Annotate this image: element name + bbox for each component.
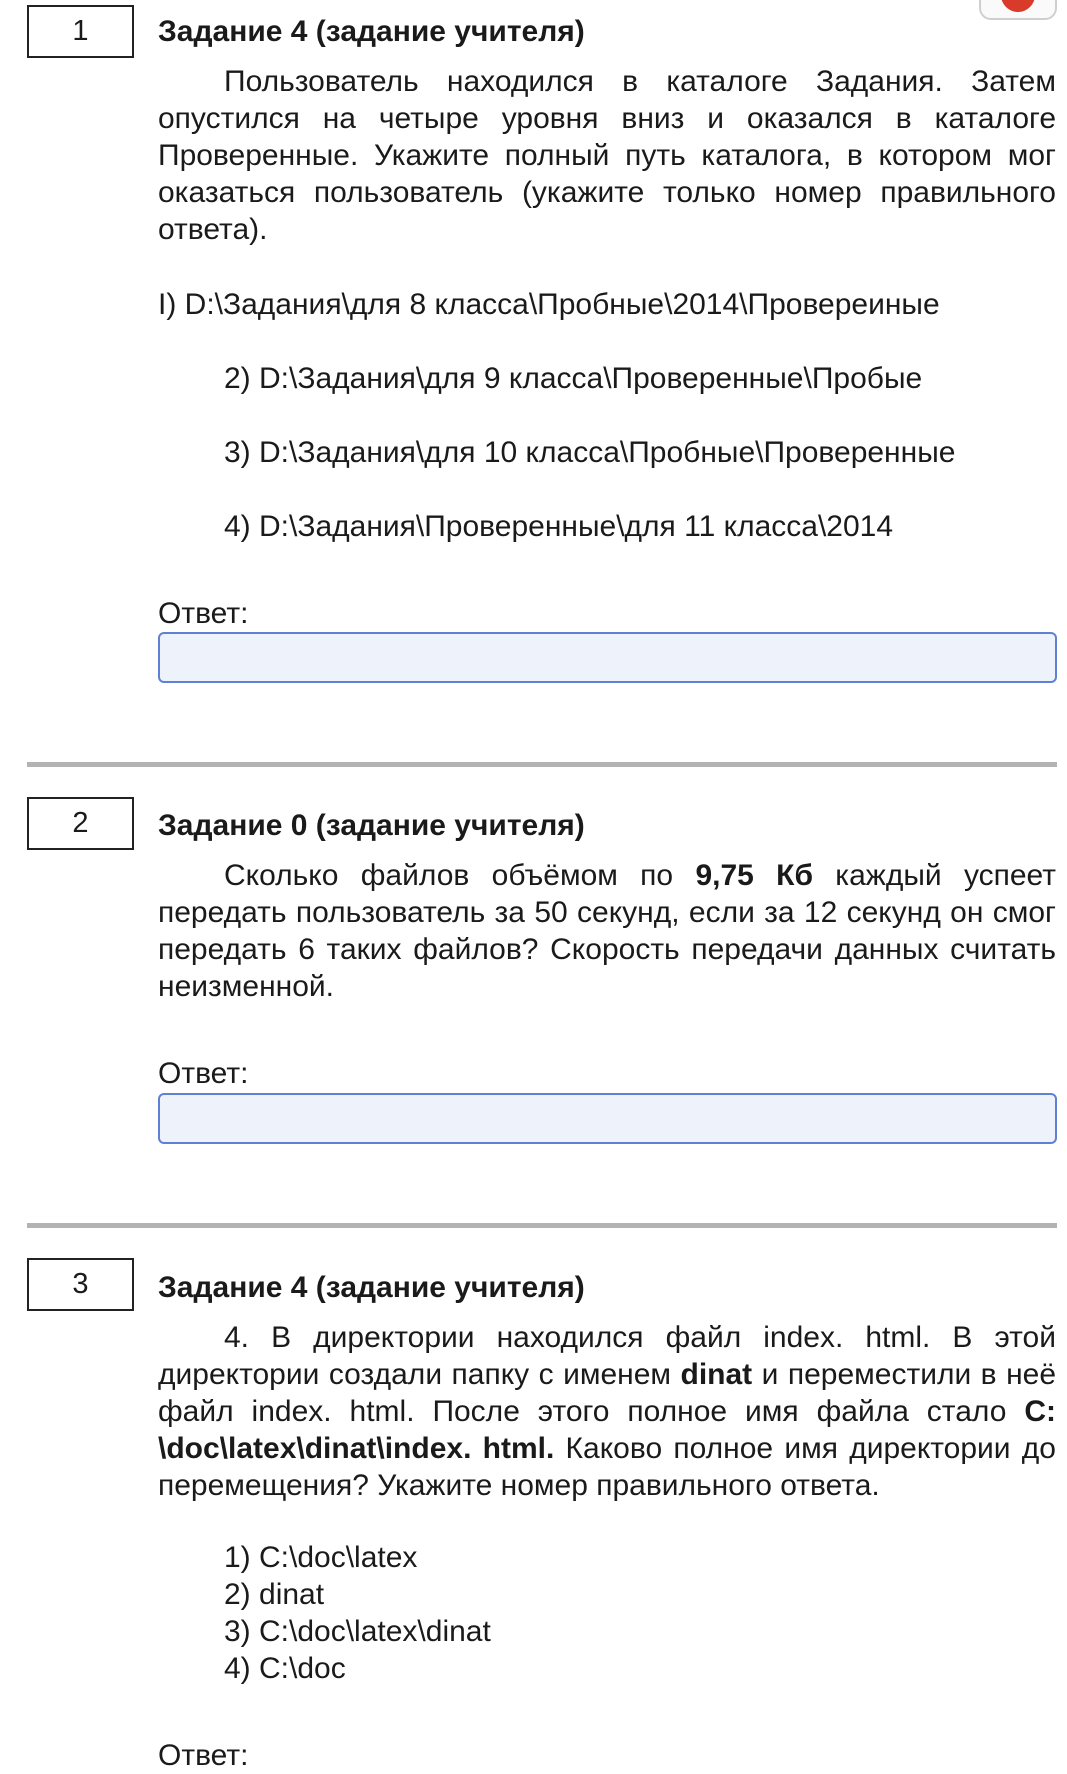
answer-input[interactable] [158,1093,1057,1144]
answer-input[interactable] [158,632,1057,683]
folder-name: dinat [680,1358,753,1391]
task-title: Задание 0 (задание учителя) [158,809,585,842]
task-text-part: каждый успеет передать пользователь за 50 секунд, если за 12 секунд он смог передать 6 таких файлов? Скорость передачи данных считать неизменной. [158,859,1056,1003]
option-1: I) D:\Задания\для 8 класса\Пробные\2014\Провереиные [158,288,940,321]
task-text-part: и переместили в неё файл index. html. После этого полное имя файла стало [158,1358,1057,1428]
app-icon[interactable] [979,0,1057,20]
option-3: 3) D:\Задания\для 10 класса\Пробные\Проверенные [224,436,956,469]
answer-label: Ответ: [158,597,249,630]
task-number: 3 [27,1258,134,1311]
task-text: Пользователь находился в каталоге Задания. Затем опустился на четыре уровня вниз и оказался в каталоге Проверенные. Укажите полный путь каталога, в котором мог оказаться пользователь (укажите только номер правильного ответа). [158,65,1056,246]
task-title: Задание 4 (задание учителя) [158,15,585,48]
task-number: 2 [27,797,134,850]
task-title: Задание 4 (задание учителя) [158,1271,585,1304]
option-4: 4) C:\doc [224,1652,346,1685]
task-number: 1 [27,5,134,58]
option-3: 3) C:\doc\latex\dinat [224,1615,491,1648]
task-text-part: Сколько файлов объёмом по [224,859,696,892]
answer-label: Ответ: [158,1057,249,1090]
file-path: C: \doc\latex\dinat\index. html. [158,1395,1056,1465]
task-text-part: 4. В директории находился файл index. html. В этой директории создали папку с именем [158,1321,1056,1391]
divider [27,762,1057,767]
file-size-value: 9,75 Кб [695,859,813,892]
divider [27,1223,1057,1228]
option-2: 2) dinat [224,1578,325,1611]
option-2: 2) D:\Задания\для 9 класса\Проверенные\Пробые [224,362,923,395]
task-text [158,1319,1056,1504]
option-1: 1) C:\doc\latex [224,1541,418,1574]
task-text-part: Каково полное имя директории до перемещения? Укажите номер правильного ответа. [158,1432,1056,1502]
option-4: 4) D:\Задания\Проверенные\для 11 класса\2014 [224,510,894,543]
app-icon-mark [1001,0,1035,12]
task-text [158,857,1056,1005]
answer-label: Ответ: [158,1739,249,1772]
